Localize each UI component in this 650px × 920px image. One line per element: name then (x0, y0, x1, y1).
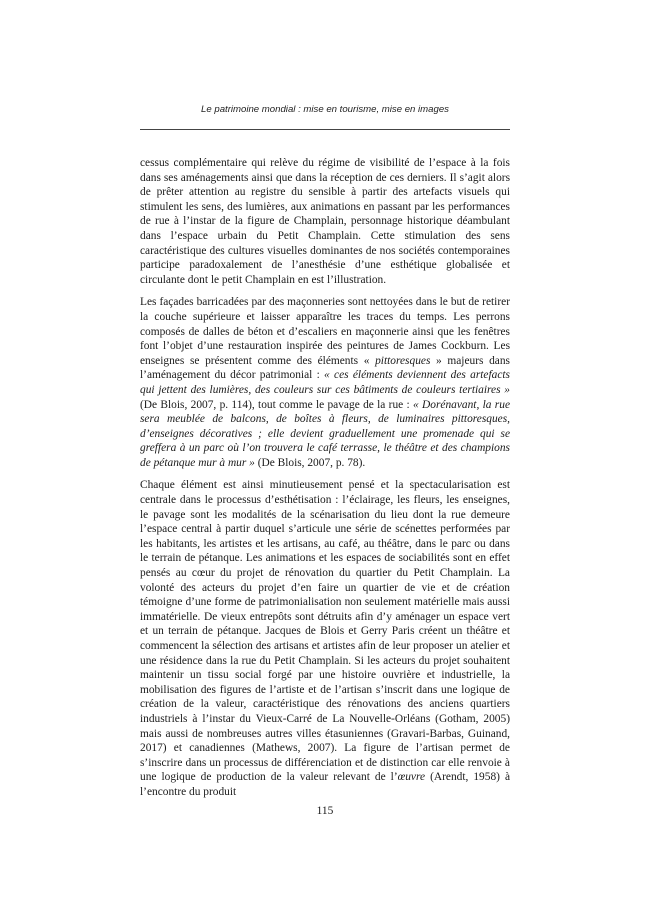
paragraph-2 (140, 295, 510, 470)
paragraph-2-italic-1: pittoresques (375, 354, 431, 367)
page-number: 115 (316, 805, 334, 817)
paragraph-3-text-2: (Arendt, 1958) à l’encontre du produit (140, 771, 510, 798)
paragraph-3-text-1: Chaque élément est ainsi minutieusement pensé et la spectacularisation est centrale dans le processus d’esthétisation : l’éclairage, les fleurs, les enseignes, le pavage sont les modalités de la scénarisation du lieu dont la rue demeure l’espace central à partir duquel s’articule une série de scénettes performées par les habitants, les artistes et les artisans, au café, au théâtre, dans le parc ou dans le terrain de pétanque. Les animations et les espaces de sociabilités sont en effet pensés au cœur du projet de rénovation du quartier du Petit Champlain. La volonté des acteurs du projet d’en faire un quartier de vie et de création témoigne d’une forme de patrimonialisation non seulement matérielle mais aussi immatérielle. De vieux entrepôts sont détruits afin d’y aménager un espace vert et un terrain de pétanque. Jacques de Blois et Gerry Paris créent un théâtre et commencent la sélection des artisans et artistes afin de leur proposer un atelier et une résidence dans la rue du Petit Champlain. Si les acteurs du projet souhaitent maintenir un tissu social forgé par une histoire ouvrière et industrielle, la mobilisation des figures de l’artiste et de l’artisan s’inscrit dans une logique de création de la valeur, caractéristique des rénovations des anciens quartiers industriels à l’instar du Vieux-Carré de La Nouvelle-Orléans (Gotham, 2005) mais aussi de nombreuses autres villes étasuniennes (Gravari-Barbas, Guinand, 2017) et canadiennes (Mathews, 2007). La figure de l’artisan permet de s’inscrire dans un processus de différenciation et de distinction car elle renvoie à une logique de production de la valeur relevant de l’ (140, 479, 510, 784)
paragraph-2-text-1: Les façades barricadées par des maçonneries sont nettoyées dans le but de retirer la couche supérieure et laisser apparaître les traces du temps. Les perrons composés de dalles de béton et d’escaliers en maçonnerie ainsi que les fenêtres font l’objet d’une restauration inspirée des peintures de James Cockburn. Les enseignes se présentent comme des éléments « (140, 296, 510, 367)
paragraph-2-text-3: (De Blois, 2007, p. 114), tout comme le pavage de la rue : (140, 398, 414, 411)
paragraph-1: cessus complémentaire qui relève du régime de visibilité de l’espace à la fois dans ses aménagements ainsi que dans la réception de ces derniers. Il s’agit alors de prêter attention au registre du sensible à partir des artefacts visuels qui stimulent les sens, des lumières, aux animations en passant par les performances de rue à l’instar de la figure de Champlain, personnage historique déambulant dans l’espace urbain du Petit Champlain. Cette stimulation des sens caractéristique des cultures visuelles dominantes de nos sociétés contemporaines participe paradoxalement de l’anesthésie d’une esthétique globalisée et circulante dont le petit Champlain en est l’illustration. (140, 157, 510, 286)
paragraph-2-text-2: » majeurs dans l’aménagement du décor patrimonial : (140, 354, 510, 382)
paragraph-3-italic-1: œuvre (397, 771, 426, 784)
running-header: Le patrimoine mondial : mise en tourisme, mise en images (201, 104, 449, 115)
paragraph-2-quote-1: « ces éléments deviennent des artefacts qui jettent des lumières, des couleurs sur ces bâtiments de couleurs tertiaires » (140, 369, 510, 396)
paragraph-2-text-4: (De Blois, 2007, p. 78). (254, 456, 366, 469)
paragraph-2-quote-2: « Dorénavant, la rue sera meublée de balcons, de boîtes à fleurs, de luminaires pittoresques, d’enseignes décoratives ; elle devient graduellement une promenade qui se greffera à un parc où l’on trouvera le café terrasse, le théâtre et des champions de pétanque mur à mur » (140, 398, 510, 469)
body-text (140, 156, 510, 800)
paragraph-3 (140, 478, 510, 799)
header-rule (140, 129, 510, 130)
